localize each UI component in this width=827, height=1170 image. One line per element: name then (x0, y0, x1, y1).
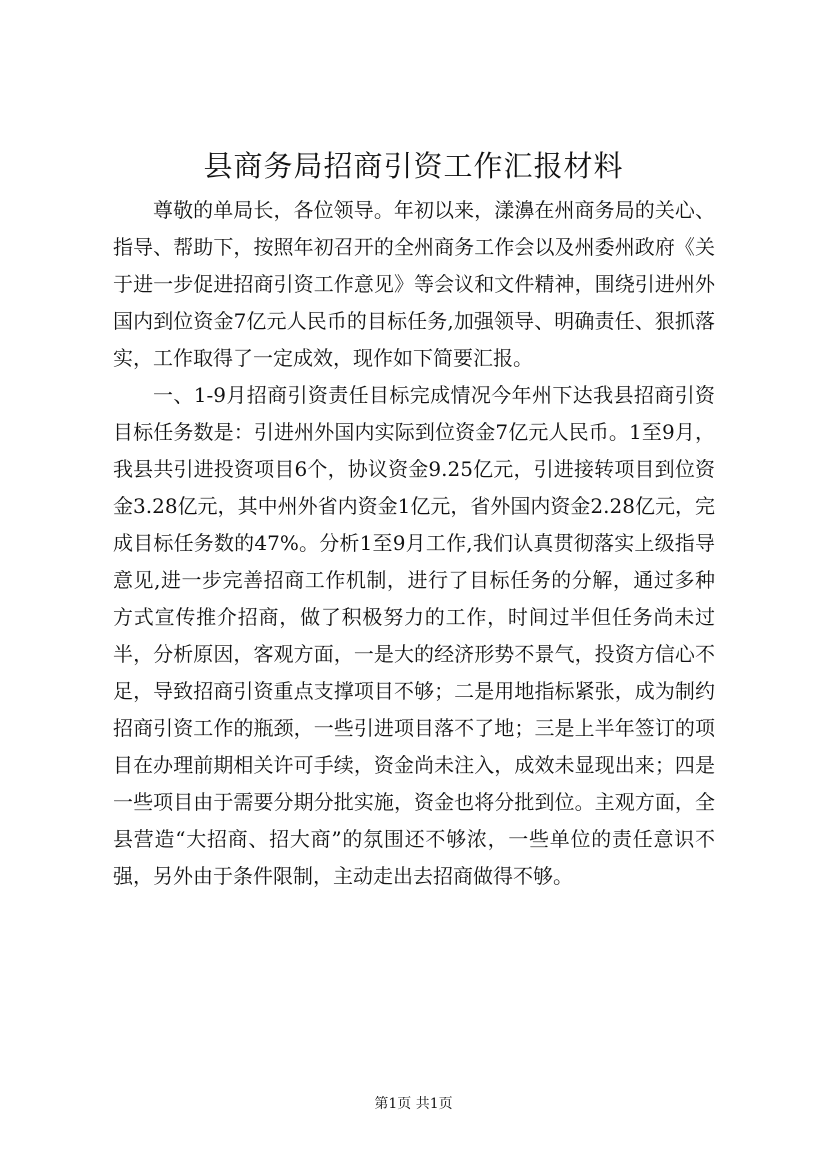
paragraph-greeting: 尊敬的单局长，各位领导。年初以来，漾濞在州商务局的关心、指导、帮助下，按照年初召开的全州商务工作会以及州委州政府《关于进一步促进招商引资工作意见》等会议和文件精神，围绕引进州外国内到位资金7亿元人民币的目标任务,加强领导、明确责任、狠抓落实，工作取得了一定成效，现作如下简要汇报。 (113, 198, 715, 370)
paragraph-section-one: 一、1-9月招商引资责任目标完成情况今年州下达我县招商引资目标任务数是：引进州外国内实际到位资金7亿元人民币。1至9月，我县共引进投资项目6个，协议资金9.25亿元，引进接转项目到位资金3.28亿元，其中州外省内资金1亿元，省外国内资金2.28亿元，完成目标任务数的47%。分析1至9月工作,我们认真贯彻落实上级指导意见,进一步完善招商工作机制，进行了目标任务的分解，通过多种方式宣传推介招商，做了积极努力的工作，时间过半但任务尚未过半，分析原因，客观方面，一是大的经济形势不景气，投资方信心不足，导致招商引资重点支撑项目不够；二是用地指标紧张，成为制约招商引资工作的瓶颈，一些引进项目落不了地；三是上半年签订的项目在办理前期相关许可手续，资金尚未注入，成效未显现出来；四是一些项目由于需要分期分批实施，资金也将分批到位。主观方面，全县营造“大招商、招大商”的氛围还不够浓，一些单位的责任意识不强，另外由于条件限制，主动走出去招商做得不够。 (113, 383, 715, 888)
document-title: 县商务局招商引资工作汇报材料 (203, 149, 624, 183)
page-footer: 第1页 共1页 (374, 1096, 453, 1112)
document-body (113, 192, 715, 895)
